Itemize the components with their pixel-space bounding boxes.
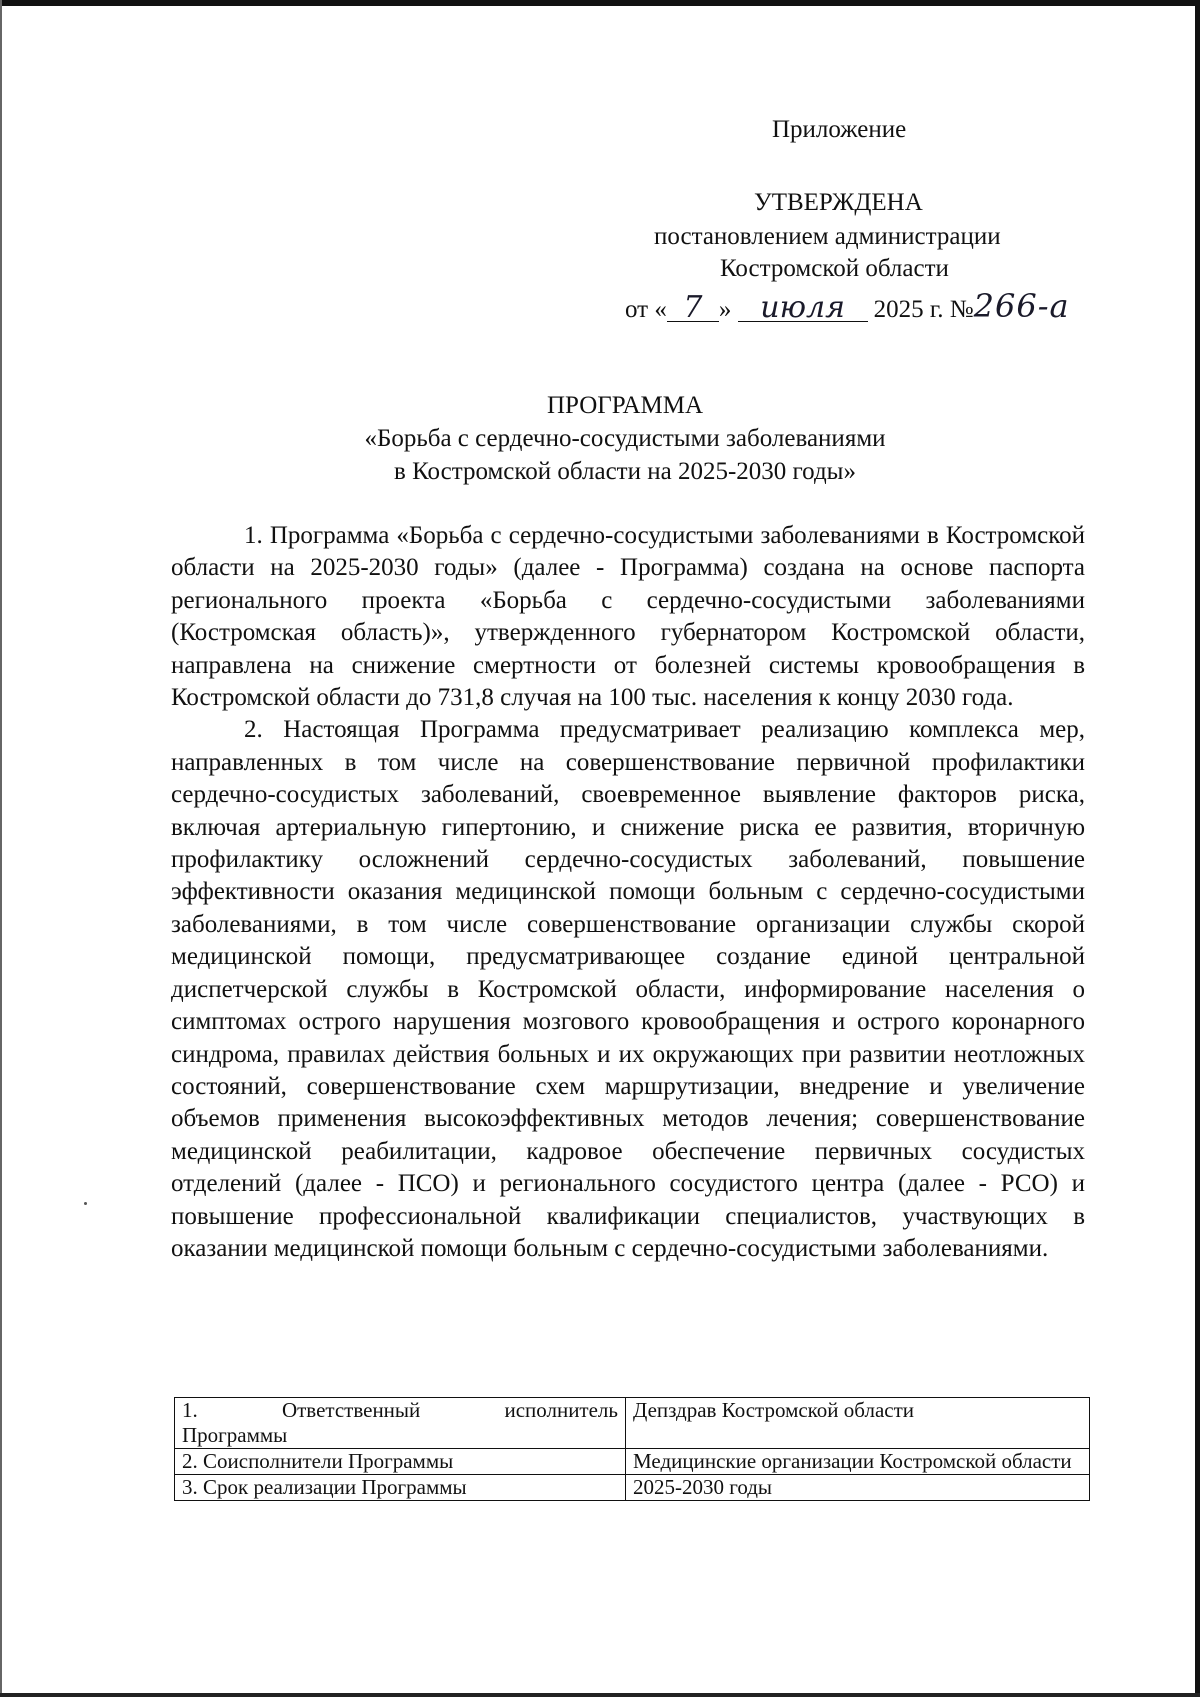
program-passport-table (174, 1397, 1090, 1501)
row-label-word3: Программы (182, 1423, 288, 1447)
approval-issuer: постановлением администрации (654, 223, 1001, 250)
table-cell-label (175, 1398, 626, 1449)
scan-speck (84, 1202, 87, 1205)
handwritten-number: 266-а (973, 287, 1070, 325)
row-label-word1: Ответственный (281, 1398, 421, 1422)
table-cell-value: Медицинские организации Костромской области (626, 1449, 1090, 1475)
document-body (171, 520, 1085, 1265)
scan-edge-bottom (0, 1693, 1200, 1697)
appendix-label: Приложение (772, 116, 907, 143)
table-row (175, 1398, 1090, 1449)
date-prefix: от « (625, 296, 667, 323)
table-row (175, 1449, 1090, 1475)
handwritten-month: июля (738, 295, 868, 322)
row-number: 1. (182, 1398, 198, 1422)
approval-date-line (625, 289, 1070, 327)
row-label-word2: исполнитель (504, 1398, 618, 1422)
table-cell-value: 2025-2030 годы (626, 1475, 1090, 1501)
table-cell-label: 2. Соисполнители Программы (175, 1449, 626, 1475)
paragraph-1: 1. Программа «Борьба с сердечно-сосудистыми заболеваниями в Костромской области на 2025-2030 годы» (далее - Программа) создана на основе паспорта регионального проекта «Борьба с сердечно-сосудистыми заболеваниями (Костромская область)», утвержденного губернатором Костромской области, направлена на снижение смертности от болезней системы кровообращения в Костромской области до 731,8 случая на 100 тыс. населения к концу 2030 года. (171, 522, 1085, 712)
table-row (175, 1475, 1090, 1501)
paragraph-2: 2. Настоящая Программа предусматривает реализацию комплекса мер, направленных в том числе на совершенствование первичной профилактики сердечно-сосудистых заболеваний, своевременное выявление факторов риска, включая артериальную гипертонию, и снижение риска ее развития, вторичную профилактику осложнений сердечно-сосудистых заболеваний, повышение эффективности оказания медицинской помощи больным с сердечно-сосудистыми заболеваниями, в том числе совершенствование организации службы скорой медицинской помощи, предусматривающее создание единой центральной диспетчерской службы в Костромской области, информирование населения о симптомах острого нарушения мозгового кровообращения и острого коронарного синдрома, правилах действия больных и их окружающих при развитии неотложных состояний, совершенствование схем маршрутизации, внедрение и увеличение объемов применения высокоэффективных методов лечения; совершенствование медицинской реабилитации, кадровое обеспечение первичных сосудистых отделений (далее - ПСО) и регионального сосудистого центра (далее - РСО) и повышение профессиональной квалификации специалистов, участвующих в оказании медицинской помощи больным с сердечно-сосудистыми заболеваниями. (171, 716, 1085, 1262)
date-year: 2025 г. № (873, 296, 974, 323)
program-name-line1: «Борьба с сердечно-сосудистыми заболеваниями (364, 425, 886, 452)
program-name-line2: в Костромской области на 2025-2030 годы» (394, 458, 856, 485)
program-heading: ПРОГРАММА (546, 392, 704, 419)
table-cell-label: 3. Срок реализации Программы (175, 1475, 626, 1501)
table-cell-value: Депздрав Костромской области (626, 1398, 1090, 1449)
scan-edge-right (1195, 0, 1200, 1697)
scan-edge-left (0, 0, 2, 1697)
scan-edge-top (0, 0, 1200, 6)
date-mid: » (718, 296, 732, 323)
handwritten-day: 7 (667, 295, 719, 322)
approval-region: Костромской области (720, 255, 949, 282)
approval-title: УТВЕРЖДЕНА (754, 189, 923, 216)
